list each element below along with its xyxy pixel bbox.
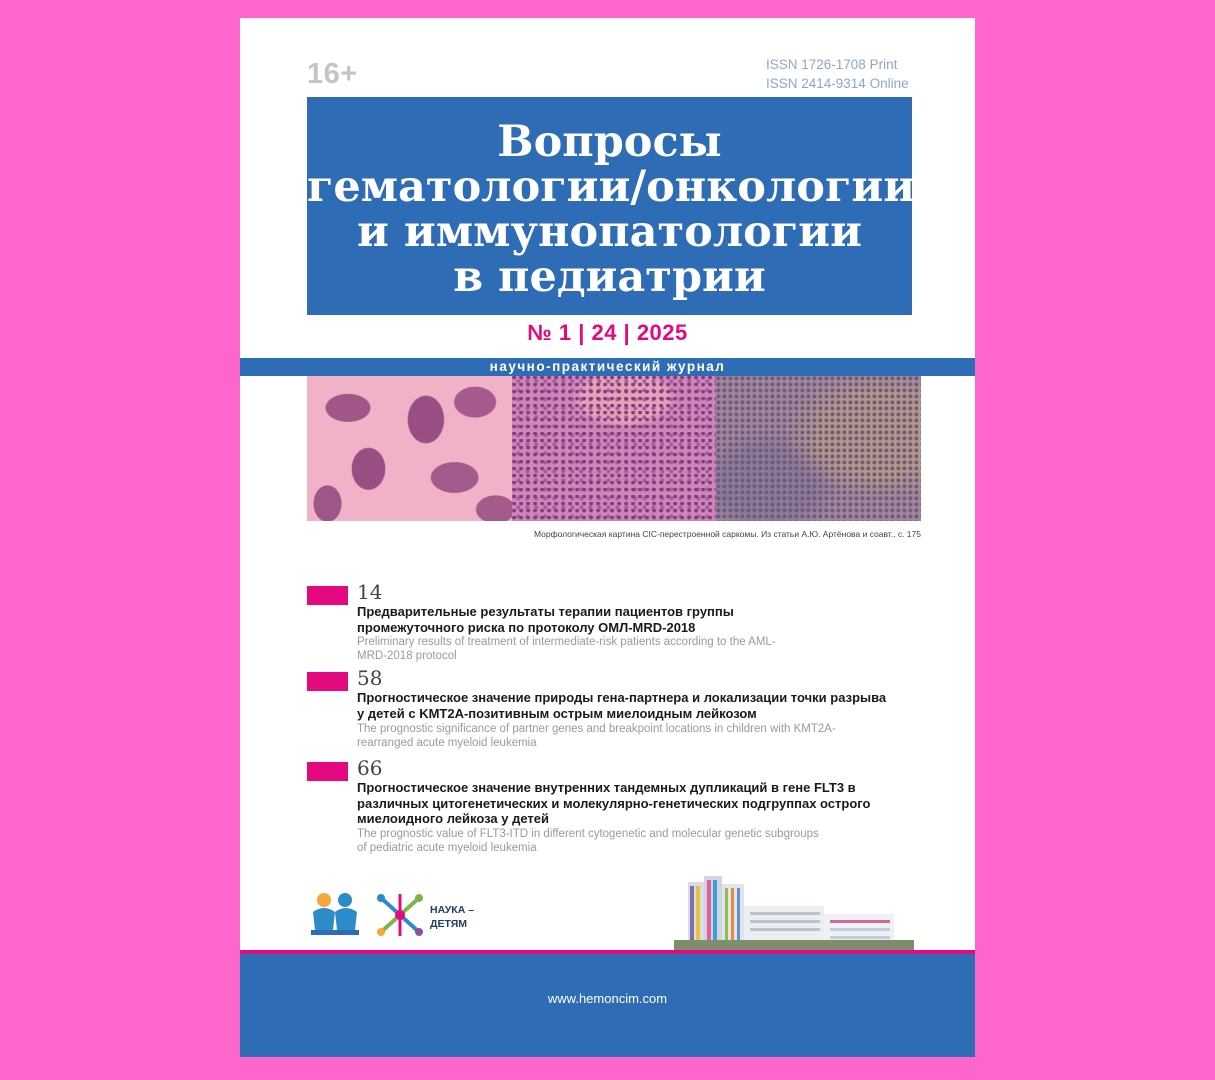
article-title-en: Preliminary results of treatment of intermediate-risk patients according to the AML-MRD-2018 protocol: [357, 636, 776, 662]
hospital-building-icon: [674, 876, 914, 950]
article-title-ru: Предварительные результаты терапии пациентов группы промежуточного риска по протоколу ОМЛ-MRD-2018: [357, 604, 734, 635]
article-page: 14: [357, 580, 383, 604]
children-logo-icon: [307, 890, 363, 940]
issn-block: [766, 55, 909, 93]
article-page: 58: [357, 666, 383, 690]
nauka-line-2: ДЕТЯМ: [430, 918, 468, 930]
journal-cover: [240, 18, 975, 1057]
website-link[interactable]: www.hemoncim.com: [547, 991, 668, 1006]
image-caption: Морфологическая картина CIC-перестроенной саркомы. Из статьи А.Ю. Артёнова и соавт., с. 175: [533, 529, 921, 539]
title-line-4: в педиатрии: [453, 252, 766, 302]
journal-type-band: научно-практический журнал: [240, 358, 975, 376]
issn-online: ISSN 2414-9314 Online: [766, 76, 909, 91]
nauka-detyam-text: [430, 903, 474, 931]
title-line-3: и иммунопатологии: [357, 207, 862, 257]
title-line-2: гематологии/онкологии: [307, 162, 916, 212]
histology-image-2: [512, 376, 717, 521]
histology-image-3: [716, 376, 921, 521]
article-marker: [307, 672, 348, 691]
article-title-en: The prognostic value of FLT3-ITD in different cytogenetic and molecular genetic subgroups of pediatric acute myeloid leukemia: [357, 828, 819, 854]
nauka-detyam-logo-icon: [375, 890, 427, 940]
title-line-1: Вопросы: [497, 117, 722, 167]
age-rating: 16+: [307, 58, 358, 90]
article-marker: [307, 586, 348, 605]
issue-number: № 1 | 24 | 2025: [527, 320, 688, 345]
histology-images: [307, 376, 921, 521]
article-page: 66: [357, 756, 383, 780]
article-title-ru: Прогностическое значение внутренних тандемных дупликаций в гене FLT3 в различных цитогенетических и молекулярно-генетических подгруппах острого миелоидного лейкоза у детей: [357, 780, 871, 826]
issn-print: ISSN 1726-1708 Print: [766, 57, 898, 72]
footer: [240, 954, 975, 1057]
journal-title: [307, 97, 916, 315]
article-title-en: The prognostic significance of partner genes and breakpoint locations in children with KMT2A-rearranged acute myeloid leukemia: [357, 723, 836, 749]
nauka-line-1: НАУКА –: [430, 904, 475, 916]
article-title-ru: Прогностическое значение природы гена-партнера и локализации точки разрыва у детей с KMT2A-позитивным острым миелоидным лейкозом: [357, 690, 887, 721]
article-marker: [307, 762, 348, 781]
histology-image-1: [307, 376, 512, 521]
